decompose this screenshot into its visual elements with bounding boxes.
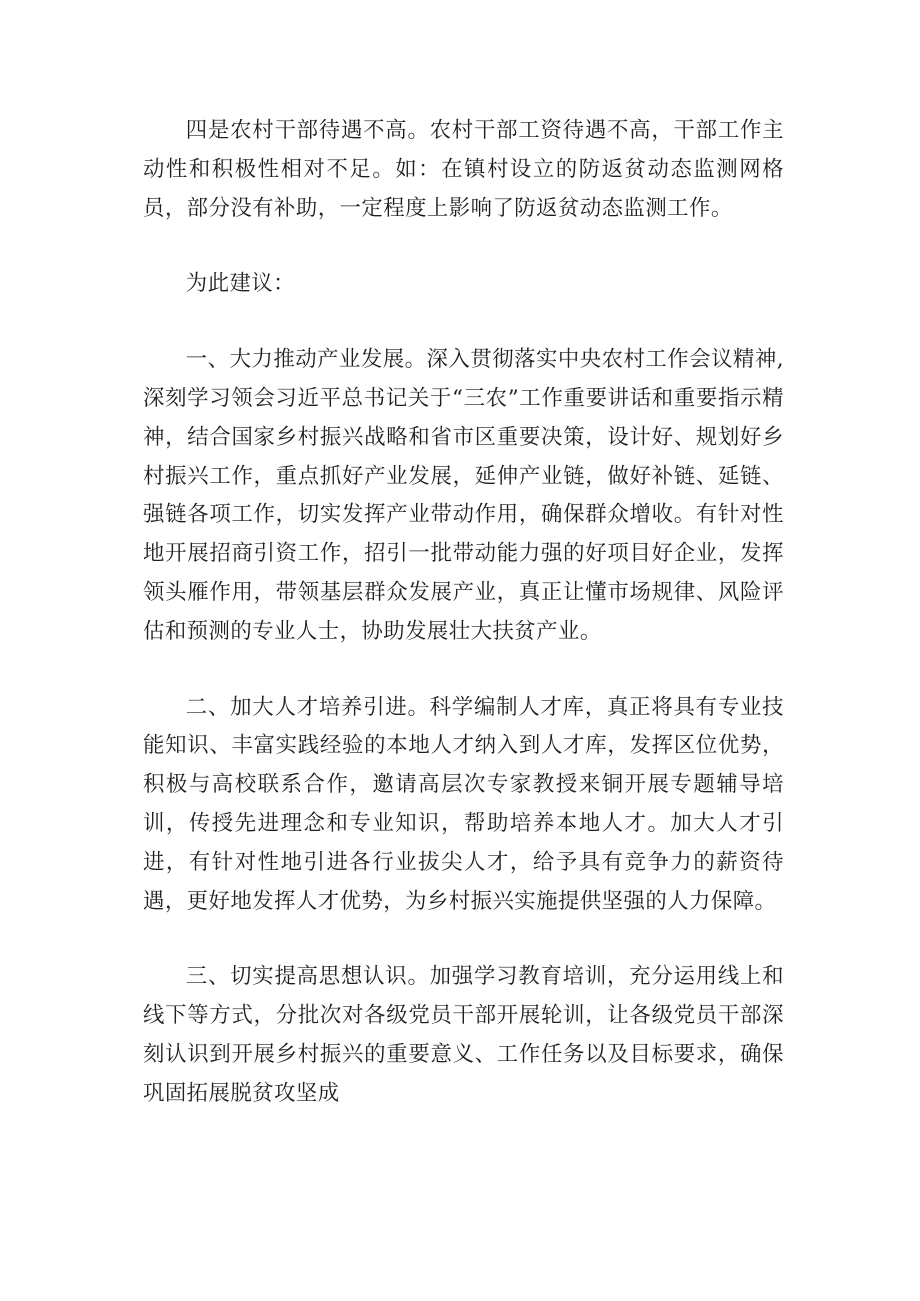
paragraph-talent-cultivation: 二、加大人才培养引进。科学编制人才库，真正将具有专业技能知识、丰富实践经验的本地人才纳入到人才库，发挥区位优势，积极与高校联系合作，邀请高层次专家教授来铜开展专题辅导培训，传授先进理念和专业知识，帮助培养本地人才。加大人才引进，有针对性地引进各行业拔尖人才，给予具有竞争力的薪资待遇，更好地发挥人才优势，为乡村振兴实施提供坚强的人力保障。 [143,694,784,914]
paragraph-rural-cadre-treatment: 四是农村干部待遇不高。农村干部工资待遇不高，干部工作主动性和积极性相对不足。如：在镇村设立的防返贫动态监测网格员，部分没有补助，一定程度上影响了防返贫动态监测工作。 [143,118,784,221]
paragraph-industry-development: 一、大力推动产业发展。深入贯彻落实中央农村工作会议精神,深刻学习领会习近平总书记关于“三农”工作重要讲话和重要指示精神，结合国家乡村振兴战略和省市区重要决策，设计好、规划好乡村振兴工作，重点抓好产业发展，延伸产业链，做好补链、延链、强链各项工作，切实发挥产业带动作用，确保群众增收。有针对性地开展招商引资工作，招引一批带动能力强的好项目好企业，发挥领头雁作用，带领基层群众发展产业，真正让懂市场规律、风险评估和预测的专业人士，协助发展壮大扶贫产业。 [143,347,784,644]
document-body [143,112,784,1114]
paragraph-suggestions-intro: 为此建议： [185,271,296,297]
paragraph-ideological-awareness: 三、切实提高思想认识。加强学习教育培训，充分运用线上和线下等方式，分批次对各级党员干部开展轮训，让各级党员干部深刻认识到开展乡村振兴的重要意义、工作任务以及目标要求，确保巩固拓展脱贫攻坚成 [143,964,784,1106]
